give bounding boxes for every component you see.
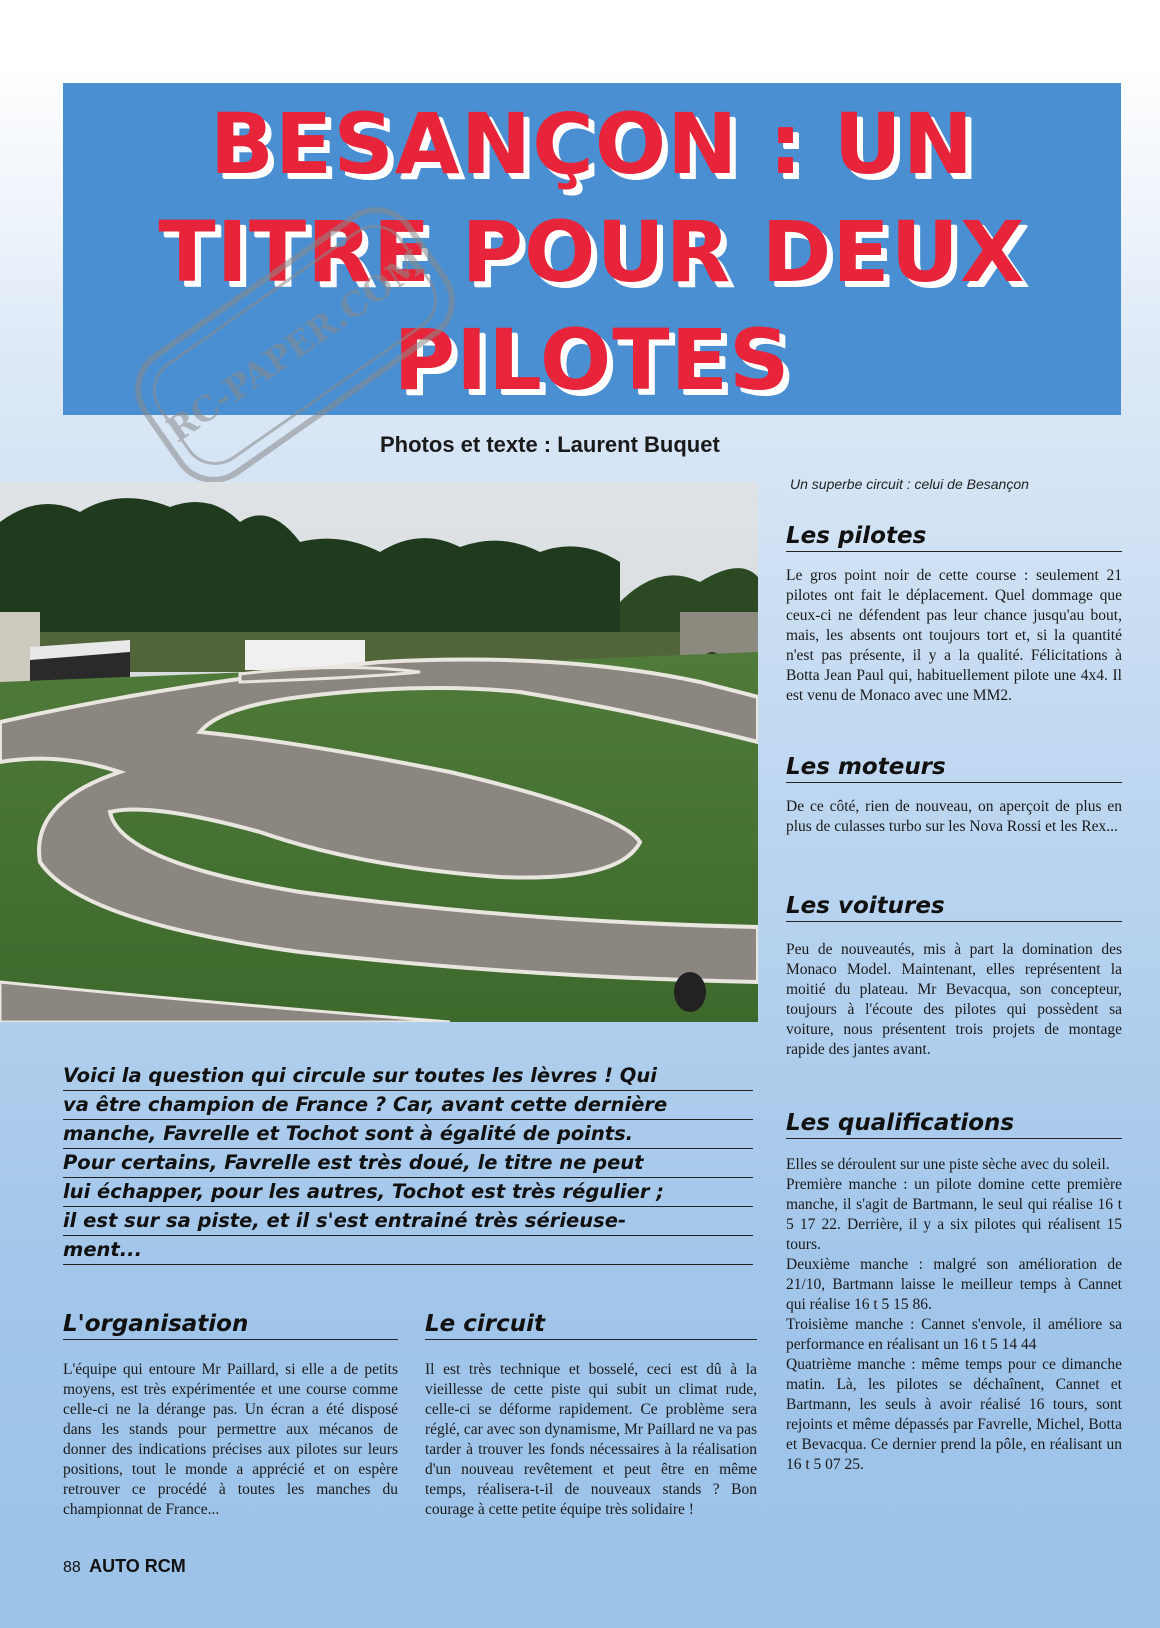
intro-lead bbox=[63, 1062, 753, 1265]
section-heading: Les moteurs bbox=[786, 754, 1122, 783]
title-line-2: TITRE POUR DEUX bbox=[158, 203, 1026, 301]
section-heading: Les qualifications bbox=[786, 1110, 1122, 1139]
intro-line: Pour certains, Favrelle est très doué, le titre ne peut bbox=[63, 1149, 753, 1178]
circuit-photo bbox=[0, 482, 758, 1022]
title-line-1: BESANÇON : UN bbox=[209, 95, 975, 193]
qualif-paragraph: Troisième manche : Cannet s'envole, il améliore sa performance en réalisant un 16 t 5 14 44 bbox=[786, 1316, 1122, 1353]
section-qualifications bbox=[786, 1110, 1122, 1475]
section-text: L'équipe qui entoure Mr Paillard, si elle a de petits moyens, est très expérimentée et une course comme celle-ci ne la dérange pas. Un écran a été disposé dans les stands pour permettre aux mécanos de donner des indications précises aux pilotes sur leurs positions, tout le monde a apprécié et on espère retrouver ce procédé à toutes les manches du championnat de France... bbox=[63, 1361, 398, 1518]
intro-line: il est sur sa piste, et il s'est entrainé très sérieuse- bbox=[63, 1207, 753, 1236]
section-text: Il est très technique et bosselé, ceci est dû à la vieillesse de cette piste qui subit un climat rude, celle-ci se déforme rapidement. Ce problème sera réglé, car avec son dynamisme, Mr Paillard ne va pas tarder à trouver les fonds nécessaires à la réalisation d'un nouveau revêtement et peut être en même temps, réalisera-t-il de nouveaux stands ? Bon courage à cette petite équipe très solidaire ! bbox=[425, 1361, 757, 1518]
magazine-name: AUTO RCM bbox=[89, 1556, 186, 1576]
section-circuit bbox=[425, 1311, 757, 1520]
circuit-illustration bbox=[0, 482, 758, 1022]
page-number: 88 bbox=[63, 1559, 81, 1576]
section-heading: L'organisation bbox=[63, 1311, 398, 1340]
section-heading: Le circuit bbox=[425, 1311, 757, 1340]
title-line-3: PILOTES bbox=[393, 311, 791, 409]
qualif-paragraph: Deuxième manche : malgré son amélioration de 21/10, Bartmann laisse le meilleur temps à Cannet qui réalise 16 t 5 15 86. bbox=[786, 1256, 1122, 1313]
section-text: Le gros point noir de cette course : seulement 21 pilotes ont fait le déplacement. Quel dommage que ceux-ci ne défendent pas leur chance jusqu'au bout, mais, les absents ont toujours tort et, si la quantité n'est pas présente, il y a la qualité. Félicitations à Botta Jean Paul qui, habituellement pilote une 4x4. Il est venu de Monaco avec une MM2. bbox=[786, 567, 1122, 704]
section-organisation bbox=[63, 1311, 398, 1520]
page-footer bbox=[63, 1556, 186, 1577]
watermark-text: RC-PAPER.COM bbox=[159, 242, 433, 451]
photo-caption: Un superbe circuit : celui de Besançon bbox=[790, 476, 1029, 492]
section-pilotes bbox=[786, 523, 1122, 706]
intro-line: manche, Favrelle et Tochot sont à égalité de points. bbox=[63, 1120, 753, 1149]
section-text: De ce côté, rien de nouveau, on aperçoit de plus en plus de culasses turbo sur les Nova Rossi et les Rex... bbox=[786, 798, 1122, 835]
intro-line: lui échapper, pour les autres, Tochot est très régulier ; bbox=[63, 1178, 753, 1207]
intro-line: va être champion de France ? Car, avant cette dernière bbox=[63, 1091, 753, 1120]
qualif-paragraph: Elles se déroulent sur une piste sèche avec du soleil. bbox=[786, 1156, 1110, 1173]
qualif-paragraph: Première manche : un pilote domine cette première manche, il s'agit de Bartmann, le seul qui réalise 16 t 5 17 22. Derrière, il y a six pilotes qui réalisent 15 tours. bbox=[786, 1176, 1122, 1253]
section-heading: Les voitures bbox=[786, 893, 1122, 922]
qualif-paragraph: Quatrième manche : même temps pour ce dimanche matin. Là, les pilotes se déchaînent, Cannet et Bartmann, les seuls à avoir réalisé 16 tours, sont rejoints et même dépassés par Favrelle, Michel, Botta et Bevacqua. Ce dernier prend la pôle, en réalisant un 16 t 5 07 25. bbox=[786, 1356, 1122, 1473]
intro-line: ment... bbox=[63, 1236, 753, 1265]
intro-line: Voici la question qui circule sur toutes les lèvres ! Qui bbox=[63, 1062, 753, 1091]
section-text: Peu de nouveautés, mis à part la domination des Monaco Model. Maintenant, elles représentent la moitié du plateau. Mr Bevacqua, son concepteur, toujours à l'écoute des pilotes qui possèdent sa voiture, nous présentent trois projets de montage rapide des jantes avant. bbox=[786, 941, 1122, 1058]
section-heading: Les pilotes bbox=[786, 523, 1122, 552]
section-moteurs bbox=[786, 754, 1122, 837]
section-voitures bbox=[786, 893, 1122, 1060]
byline: Photos et texte : Laurent Buquet bbox=[380, 432, 720, 457]
